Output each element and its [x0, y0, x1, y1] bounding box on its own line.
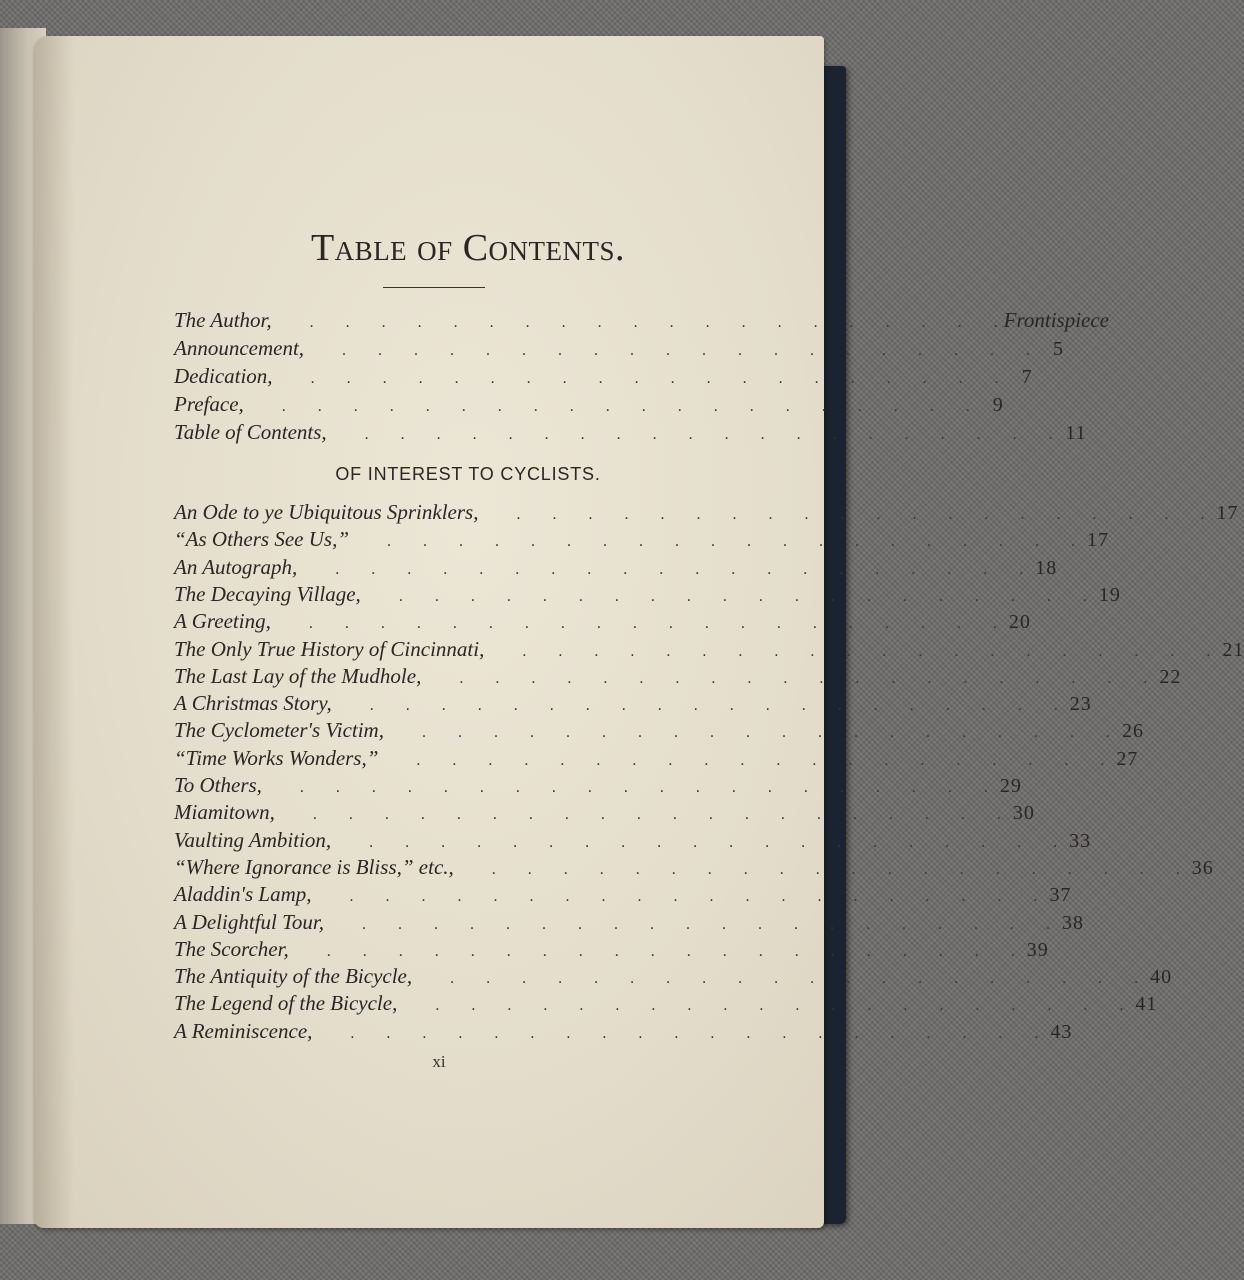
- toc-entry-title: The Decaying Village,: [174, 582, 361, 606]
- dot-leader: . . . . . . . . . . . . . . . . . . . .: [280, 806, 1001, 823]
- toc-entry: [174, 582, 1121, 610]
- toc-entry-title: A Delightful Tour,: [174, 910, 324, 934]
- dot-leader: . . . . . . . . . . . . . . . . . . . .: [459, 861, 1180, 878]
- dot-leader: . . . . . . . . . . . . . . . . . . . .: [276, 615, 997, 632]
- dot-leader: . . . . . . . . . . . . . . . . . . . .: [389, 724, 1110, 741]
- toc-entry-page: 41: [1135, 993, 1158, 1015]
- dot-leader: . . . . . . . . . . . . . . . . . . . .: [294, 943, 1015, 960]
- toc-entry: [174, 773, 1022, 801]
- toc-entry-page: 27: [1116, 748, 1139, 770]
- toc-entry-title: Dedication,: [174, 364, 273, 388]
- dot-leader: . . . . . . . . . . . . . . . . . . . .: [427, 670, 1148, 687]
- page-title: [0, 226, 868, 270]
- toc-entry-page: 38: [1061, 912, 1084, 934]
- section-heading: [0, 464, 868, 485]
- dot-leader: . . . . . . . . . . . . . . . . . . . .: [332, 426, 1053, 443]
- page-title-text: Table of Contents.: [310, 227, 626, 269]
- toc-entry-page: 20: [1008, 611, 1031, 633]
- toc-entry-page: 19: [1098, 584, 1121, 606]
- page-number: [0, 1052, 868, 1072]
- dot-leader: . . . . . . . . . . . . . . . . . . . .: [310, 342, 1031, 359]
- toc-entry-title: “Where Ignorance is Bliss,” etc.,: [174, 855, 454, 879]
- toc-entry: [174, 937, 1049, 965]
- section-heading-text: OF INTEREST TO CYCLISTS.: [335, 464, 601, 484]
- toc-entry-title: The Last Lay of the Mudhole,: [174, 664, 422, 688]
- toc-entry: [174, 500, 1239, 528]
- dot-leader: . . . . . . . . . . . . . . . . . . . .: [249, 398, 970, 415]
- dot-leader: . . . . . . . . . . . . . . . . . . . .: [403, 997, 1124, 1014]
- toc-entry: [174, 746, 1139, 774]
- toc-entry: [174, 420, 1087, 448]
- toc-entry-title: The Scorcher,: [174, 937, 289, 961]
- toc-entry-page: 29: [999, 775, 1022, 797]
- dot-leader: . . . . . . . . . . . . . . . . . . . .: [329, 916, 1050, 933]
- toc-entry-page: 5: [1053, 338, 1065, 360]
- dot-leader: . . . . . . . . . . . . . . . . . . . .: [303, 561, 1024, 578]
- toc-entry: [174, 336, 1065, 364]
- toc-entry-page: 39: [1026, 939, 1049, 961]
- toc-entry-page: 37: [1049, 884, 1072, 906]
- toc-entry-title: Preface,: [174, 392, 244, 416]
- toc-entry-title: “As Others See Us,”: [174, 527, 350, 551]
- toc-entry: [174, 308, 1109, 336]
- page-number-text: xi: [432, 1052, 446, 1071]
- dot-leader: . . . . . . . . . . . . . . . . . . . .: [277, 314, 998, 331]
- toc-entry: [174, 1019, 1073, 1047]
- toc-entry-title: The Author,: [174, 308, 272, 332]
- toc-entry: [174, 882, 1072, 910]
- toc-entry-page: 22: [1159, 666, 1182, 688]
- toc-entry-page: 23: [1069, 693, 1092, 715]
- dot-leader: . . . . . . . . . . . . . . . . . . . .: [317, 888, 1038, 905]
- dot-leader: . . . . . . . . . . . . . . . . . . . .: [337, 834, 1058, 851]
- dot-leader: . . . . . . . . . . . . . . . . . . . .: [384, 752, 1105, 769]
- dot-leader: . . . . . . . . . . . . . . . . . . . .: [366, 588, 1087, 605]
- toc-entry: [174, 991, 1158, 1019]
- toc-entry-title: Miamitown,: [174, 800, 275, 824]
- toc-entry-title: The Antiquity of the Bicycle,: [174, 964, 413, 988]
- toc-entry: [174, 964, 1173, 992]
- toc-entry-page: 33: [1069, 830, 1092, 852]
- title-rule: [383, 287, 485, 288]
- toc-entry: [174, 609, 1031, 637]
- dot-leader: . . . . . . . . . . . . . . . . . . . .: [318, 1025, 1039, 1042]
- toc-entry: [174, 637, 1244, 665]
- dot-leader: . . . . . . . . . . . . . . . . . . . .: [418, 970, 1139, 987]
- toc-entry-title: Announcement,: [174, 336, 305, 360]
- dot-leader: . . . . . . . . . . . . . . . . . . . .: [484, 506, 1205, 523]
- dot-leader: . . . . . . . . . . . . . . . . . . . .: [337, 697, 1058, 714]
- toc-entry-page: 26: [1121, 720, 1144, 742]
- toc-entry-title: Vaulting Ambition,: [174, 828, 332, 852]
- dot-leader: . . . . . . . . . . . . . . . . . . . .: [355, 533, 1076, 550]
- toc-entry-page: 40: [1150, 966, 1173, 988]
- dot-leader: . . . . . . . . . . . . . . . . . . . .: [490, 643, 1211, 660]
- toc-entry: [174, 364, 1033, 392]
- toc-entry: [174, 800, 1035, 828]
- toc-entry-page: 9: [992, 394, 1004, 416]
- toc-entry: [174, 910, 1084, 938]
- toc-entry-page: 18: [1035, 557, 1058, 579]
- toc-entry-title: Aladdin's Lamp,: [174, 882, 312, 906]
- toc-entry-page: 36: [1191, 857, 1214, 879]
- toc-entry: [174, 392, 1004, 420]
- toc-entry: [174, 664, 1182, 692]
- toc-entry-title: “Time Works Wonders,”: [174, 746, 379, 770]
- toc-entry: [174, 555, 1058, 583]
- toc-entry: [174, 855, 1214, 883]
- toc-entry-page: Frontispiece: [1003, 308, 1109, 332]
- toc-entry: [174, 691, 1092, 719]
- toc-entry-title: The Legend of the Bicycle,: [174, 991, 398, 1015]
- toc-entry-title: Table of Contents,: [174, 420, 327, 444]
- toc-entry-page: 17: [1087, 529, 1110, 551]
- dot-leader: . . . . . . . . . . . . . . . . . . . .: [278, 370, 999, 387]
- toc-entry-title: An Ode to ye Ubiquitous Sprinklers,: [174, 500, 479, 524]
- toc-entry-title: A Reminiscence,: [174, 1019, 313, 1043]
- toc-entry-title: The Only True History of Cincinnati,: [174, 637, 485, 661]
- toc-entry-page: 7: [1021, 366, 1033, 388]
- toc-entry-title: A Christmas Story,: [174, 691, 332, 715]
- toc-entry-page: 43: [1050, 1021, 1073, 1043]
- toc-entry-page: 17: [1216, 502, 1239, 524]
- toc-entry: [174, 828, 1092, 856]
- toc-entry: [174, 527, 1110, 555]
- toc-entry-title: To Others,: [174, 773, 262, 797]
- toc-entry-title: An Autograph,: [174, 555, 298, 579]
- toc-entry-page: 11: [1065, 422, 1087, 444]
- toc-entry: [174, 718, 1144, 746]
- toc-entry-page: 21: [1222, 639, 1244, 661]
- toc-entry-page: 30: [1012, 802, 1035, 824]
- toc-entry-title: A Greeting,: [174, 609, 271, 633]
- toc-entry-title: The Cyclometer's Victim,: [174, 718, 384, 742]
- dot-leader: . . . . . . . . . . . . . . . . . . . .: [267, 779, 988, 796]
